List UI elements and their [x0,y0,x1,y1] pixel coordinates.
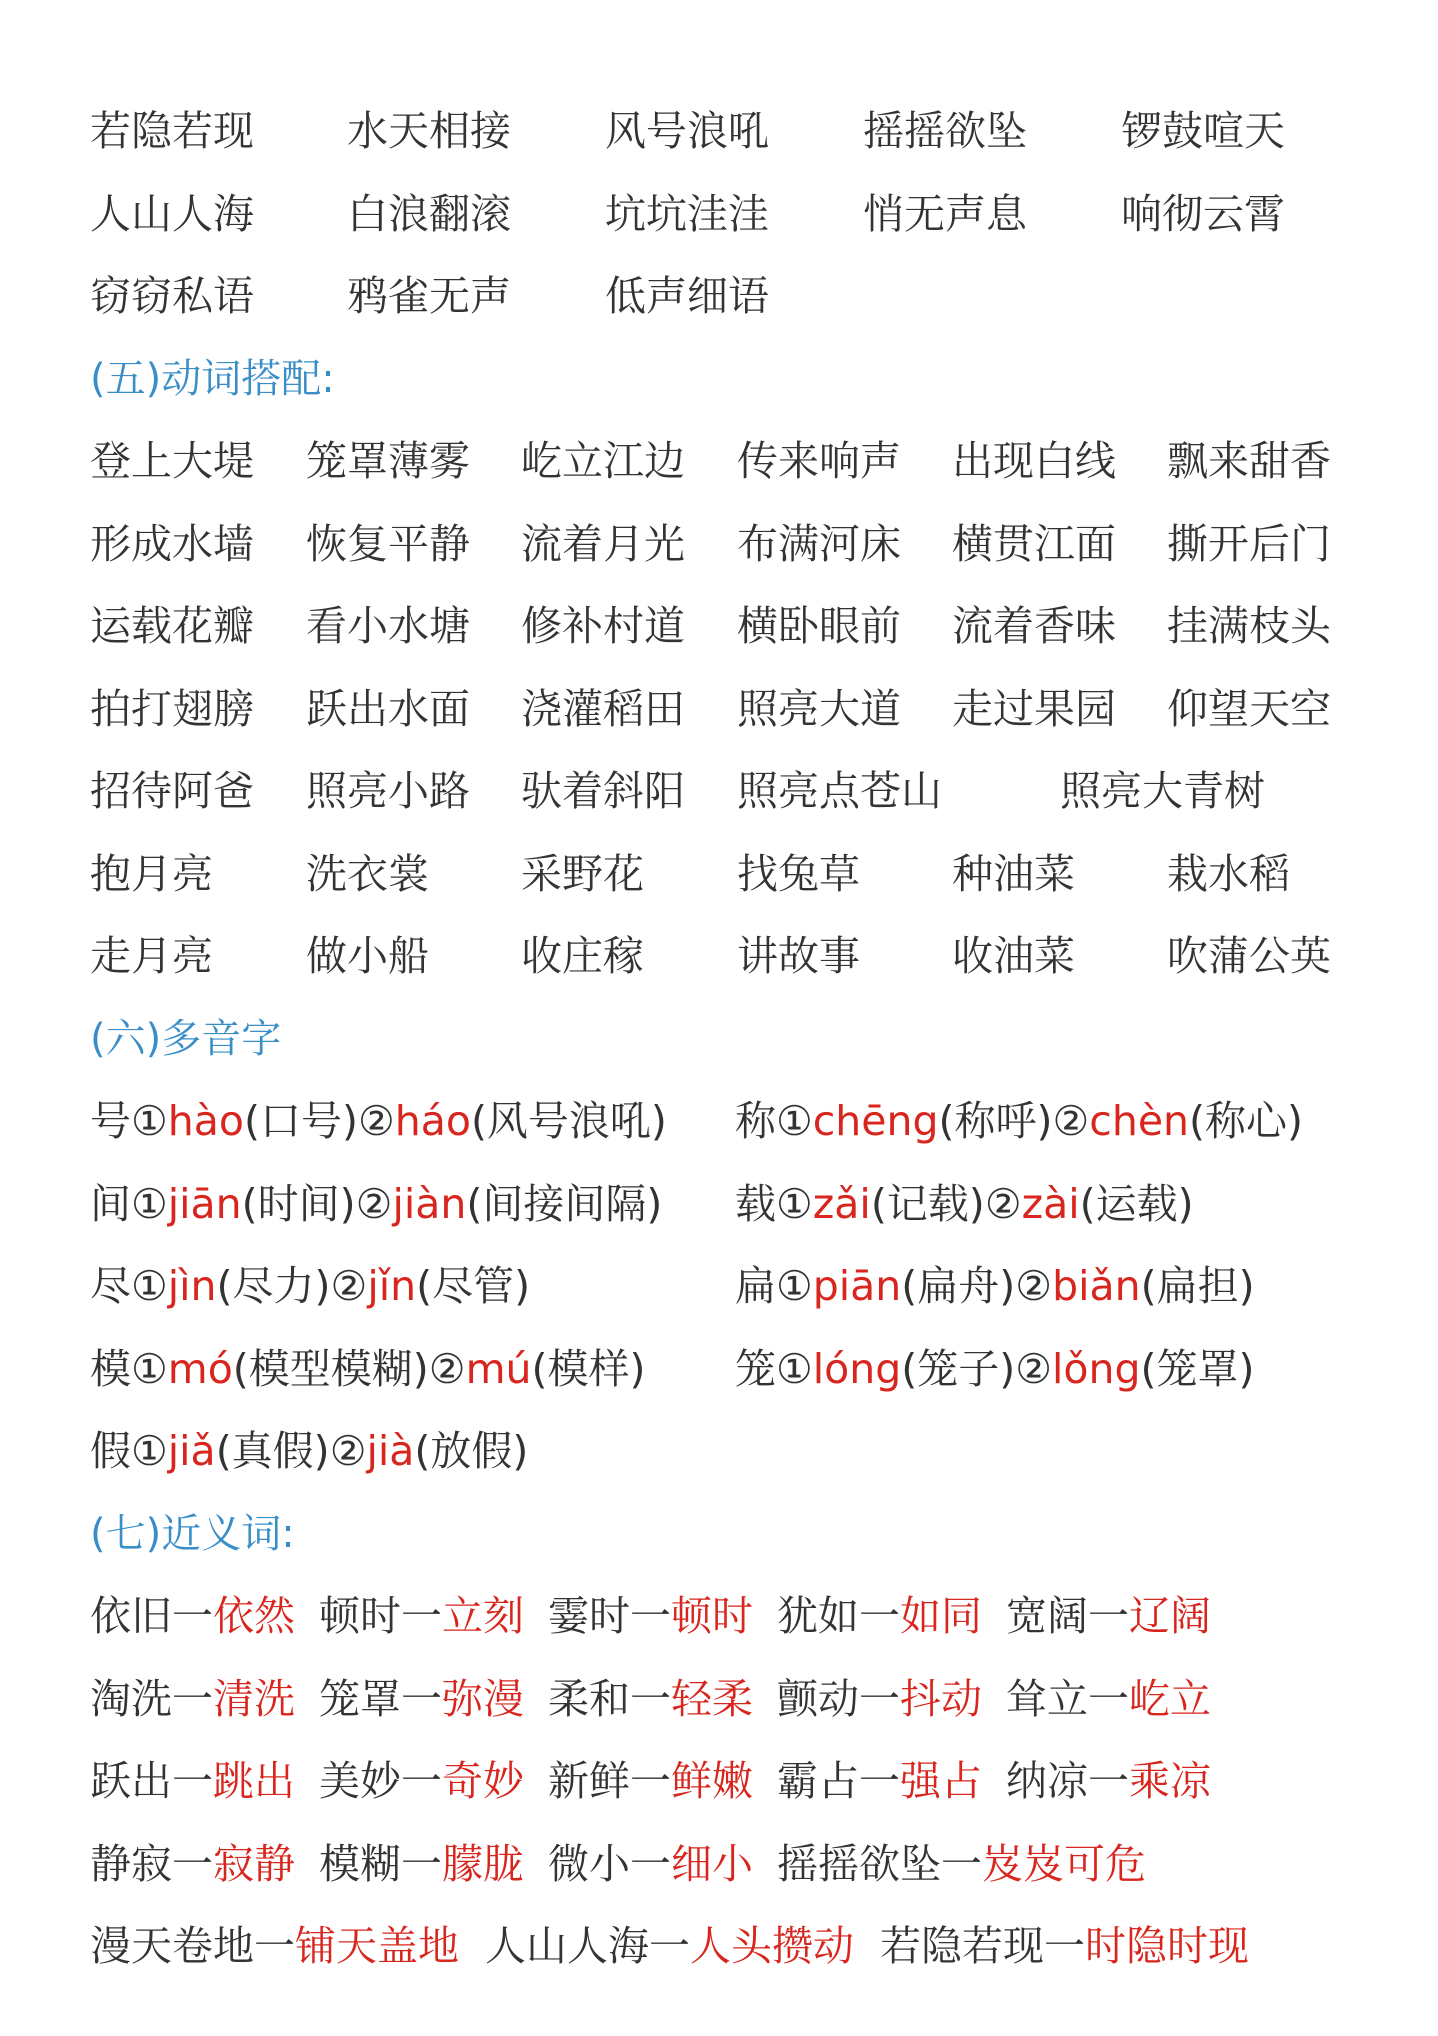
circled-number: ② [1052,1097,1090,1145]
example-word: (风号浪吼) [470,1097,667,1145]
pinyin: jìn [167,1262,217,1310]
idiom-word: 鸦雀无声 [347,272,511,320]
verb-phrase: 仰望天空 [1167,684,1331,733]
synonym-pair [319,1658,524,1741]
synonym-word: 漫天卷地 [90,1922,254,1970]
polyphone-entry [735,1080,1303,1163]
verb-phrase: 吹蒲公英 [1167,932,1331,980]
verb-phrase: 驮着斜阳 [521,767,685,815]
example-word: (扁担) [1140,1262,1255,1310]
idiom-word: 人山人海 [90,189,254,238]
circled-number: ② [355,1179,393,1228]
synonym-pair [90,1823,295,1906]
synonym-pair [548,1740,753,1823]
polyphone-char: 扁 [735,1262,776,1310]
idiom-word: 窃窃私语 [90,272,254,320]
synonym-answer: 清洗 [213,1674,295,1723]
pinyin: jiǎ [167,1427,216,1475]
example-word: (模样) [531,1344,646,1393]
synonym-answer: 辽阔 [1129,1592,1211,1640]
circled-number: ② [357,1097,395,1145]
polyphone-row [90,1410,1400,1493]
synonym-word: 新鲜 [548,1757,630,1805]
idiom-word: 低声细语 [605,272,769,320]
synonym-word: 颤动 [777,1674,859,1723]
pinyin: chēng [812,1097,939,1145]
pinyin: háo [394,1097,471,1145]
synonym-pair [485,1905,854,1988]
verb-phrase: 修补村道 [521,602,685,650]
verb-phrase: 流着香味 [952,602,1116,650]
example-word: (尽管) [416,1262,531,1310]
synonym-pair [777,1823,1146,1906]
synonym-pair [90,1905,459,1988]
verb-row [90,833,1400,916]
verb-phrase: 照亮小路 [306,767,470,815]
synonym-pair [90,1658,295,1741]
polyphone-entry [735,1163,1194,1246]
synonym-dash: 一 [172,1674,213,1723]
verb-phrase: 照亮大青树 [1060,767,1265,815]
verb-phrase: 种油菜 [952,849,1075,898]
synonym-dash: 一 [1088,1757,1129,1805]
synonym-pair [90,1740,295,1823]
example-word: (间接间隔) [466,1179,663,1228]
synonym-answer: 依然 [213,1592,295,1640]
verb-phrase: 运载花瓣 [90,602,254,650]
idiom-row [90,90,1400,173]
synonym-dash: 一 [649,1922,690,1970]
example-word: (口号) [243,1097,358,1145]
idiom-word: 水天相接 [347,107,511,155]
circled-number: ② [1015,1344,1053,1393]
synonym-word: 笼罩 [319,1674,401,1723]
verb-phrase: 横贯江面 [952,519,1116,568]
example-word: (放假) [414,1427,529,1475]
synonym-dash: 一 [630,1674,671,1723]
verb-row [90,585,1400,668]
example-word: (笼罩) [1140,1344,1255,1393]
polyphone-entry [90,1163,662,1246]
synonym-answer: 跳出 [213,1757,295,1805]
synonym-pair [777,1575,982,1658]
polyphone-row [90,1080,1400,1163]
polyphone-row [90,1245,1400,1328]
pinyin: hào [167,1097,244,1145]
circled-number: ② [330,1262,368,1310]
synonym-word: 模糊 [319,1839,401,1888]
verb-phrase: 跃出水面 [306,684,470,733]
idiom-word: 风号浪吼 [605,107,769,155]
synonym-word: 霎时 [548,1592,630,1640]
synonym-answer: 铺天盖地 [295,1922,459,1970]
synonym-pair [777,1740,982,1823]
synonym-word: 人山人海 [485,1922,649,1970]
verb-row [90,503,1400,586]
synonym-word: 跃出 [90,1757,172,1805]
verb-phrase: 飘来甜香 [1167,437,1331,485]
synonym-answer: 如同 [900,1592,982,1640]
verb-phrase: 找兔草 [737,849,860,898]
pinyin: piān [812,1262,902,1310]
verb-phrase: 笼罩薄雾 [306,437,470,485]
verb-phrase: 屹立江边 [521,437,685,485]
circled-number: ① [131,1097,168,1145]
verb-row [90,420,1400,503]
idiom-word: 悄无声息 [863,189,1027,238]
polyphone-char: 模 [90,1344,131,1393]
idiom-word: 摇摇欲坠 [863,107,1027,155]
verb-phrase: 招待阿爸 [90,767,254,815]
synonym-pair [880,1905,1249,1988]
verb-phrase: 收庄稼 [521,932,644,980]
synonym-dash: 一 [1088,1674,1129,1723]
idiom-word: 锣鼓喧天 [1121,107,1285,155]
verb-phrase: 照亮点苍山 [737,767,942,815]
synonym-dash: 一 [859,1674,900,1723]
synonym-row [90,1575,1400,1658]
synonym-dash: 一 [630,1757,671,1805]
circled-number: ① [776,1344,813,1393]
idiom-row [90,173,1400,256]
synonym-pair [319,1823,524,1906]
idiom-word: 若隐若现 [90,107,254,155]
pinyin: mó [167,1344,233,1393]
synonym-pair [1006,1740,1211,1823]
synonym-pair [548,1658,753,1741]
pinyin: zǎi [812,1179,871,1228]
synonym-row [90,1905,1400,1988]
synonym-word: 耸立 [1006,1674,1088,1723]
circled-number: ① [776,1179,813,1228]
synonym-pair [548,1575,753,1658]
verb-phrase: 浇灌稻田 [521,684,685,733]
verb-phrase: 看小水塘 [306,602,470,650]
polyphone-entry [90,1245,530,1328]
synonym-answer: 乘凉 [1129,1757,1211,1805]
verb-phrase: 讲故事 [737,932,860,980]
verb-row [90,668,1400,751]
verb-phrase: 撕开后门 [1167,519,1331,568]
verb-phrase: 洗衣裳 [306,849,429,898]
pinyin: mú [465,1344,532,1393]
section-heading-verbs: (五)动词搭配: [90,355,335,402]
pinyin: jiān [167,1179,242,1228]
synonym-answer: 弥漫 [442,1674,524,1723]
synonym-dash: 一 [941,1839,982,1888]
synonym-dash: 一 [630,1839,671,1888]
synonym-dash: 一 [401,1674,442,1723]
example-word: (时间) [241,1179,356,1228]
polyphone-char: 称 [735,1097,776,1145]
verb-phrase: 走月亮 [90,932,213,980]
idiom-word: 响彻云霄 [1121,189,1285,238]
synonym-answer: 朦胧 [442,1839,524,1888]
synonym-word: 纳凉 [1006,1757,1088,1805]
example-word: (尽力) [216,1262,331,1310]
verb-phrase: 采野花 [521,849,644,898]
section-heading-polyphones: (六)多音字 [90,1015,282,1062]
verb-phrase: 抱月亮 [90,849,213,898]
verb-phrase: 走过果园 [952,684,1116,733]
circled-number: ② [428,1344,466,1393]
synonym-pair [1006,1658,1211,1741]
pinyin: chèn [1089,1097,1190,1145]
verb-phrase: 做小船 [306,932,429,980]
synonym-dash: 一 [254,1922,295,1970]
circled-number: ① [131,1179,168,1228]
verb-row [90,915,1400,998]
worksheet-page [90,90,1400,1988]
circled-number: ② [1015,1262,1053,1310]
synonym-dash: 一 [859,1592,900,1640]
synonym-answer: 抖动 [900,1674,982,1723]
synonym-answer: 奇妙 [442,1757,524,1805]
synonym-pair [319,1740,524,1823]
synonym-row [90,1823,1400,1906]
synonym-dash: 一 [630,1592,671,1640]
idiom-word: 白浪翻滚 [347,189,511,238]
synonym-pair [548,1823,753,1906]
synonym-answer: 细小 [671,1839,753,1888]
verb-phrase: 登上大堤 [90,437,254,485]
synonym-word: 淘洗 [90,1674,172,1723]
polyphone-char: 间 [90,1179,131,1228]
pinyin: biǎn [1052,1262,1141,1310]
synonym-answer: 立刻 [442,1592,524,1640]
polyphone-row [90,1328,1400,1411]
synonym-dash: 一 [859,1757,900,1805]
example-word: (模型模糊) [232,1344,429,1393]
pinyin: jǐn [367,1262,417,1310]
circled-number: ① [776,1262,813,1310]
example-word: (笼子) [901,1344,1016,1393]
synonym-word: 若隐若现 [880,1922,1044,1970]
example-word: (称呼) [938,1097,1053,1145]
synonym-word: 柔和 [548,1674,630,1723]
example-word: (记载) [870,1179,985,1228]
synonym-answer: 岌岌可危 [982,1839,1146,1888]
pinyin: jià [366,1427,415,1475]
synonym-word: 静寂 [90,1839,172,1888]
verb-phrase: 布满河床 [737,519,901,568]
verb-phrase: 横卧眼前 [737,602,901,650]
synonym-word: 霸占 [777,1757,859,1805]
verb-phrase: 恢复平静 [306,519,470,568]
example-word: (真假) [215,1427,330,1475]
synonym-pair [90,1575,295,1658]
example-word: (运载) [1079,1179,1194,1228]
synonym-word: 摇摇欲坠 [777,1839,941,1888]
synonym-answer: 顿时 [671,1592,753,1640]
polyphone-char: 载 [735,1179,776,1228]
verb-row [90,750,1400,833]
circled-number: ② [329,1427,367,1475]
synonym-word: 宽阔 [1006,1592,1088,1640]
synonym-pair [777,1658,982,1741]
circled-number: ① [131,1344,168,1393]
verb-phrase: 挂满枝头 [1167,602,1331,650]
verb-phrase: 出现白线 [952,437,1116,485]
synonym-word: 微小 [548,1839,630,1888]
polyphone-char: 尽 [90,1262,131,1310]
synonym-word: 犹如 [777,1592,859,1640]
polyphone-entry [735,1245,1255,1328]
synonym-dash: 一 [401,1839,442,1888]
synonym-answer: 屹立 [1129,1674,1211,1723]
synonym-answer: 强占 [900,1757,982,1805]
synonym-row [90,1658,1400,1741]
polyphone-char: 号 [90,1097,131,1145]
synonym-dash: 一 [172,1757,213,1805]
idiom-word: 坑坑洼洼 [605,189,769,238]
polyphone-entry [90,1328,646,1411]
synonym-answer: 人头攒动 [690,1922,854,1970]
synonym-answer: 轻柔 [671,1674,753,1723]
synonym-dash: 一 [172,1592,213,1640]
synonym-dash: 一 [401,1757,442,1805]
verb-phrase: 拍打翅膀 [90,684,254,733]
synonym-pair [319,1575,524,1658]
verb-phrase: 收油菜 [952,932,1075,980]
synonym-dash: 一 [1088,1592,1129,1640]
synonym-answer: 寂静 [213,1839,295,1888]
idiom-row [90,255,1400,338]
verb-phrase: 传来响声 [737,437,901,485]
circled-number: ① [131,1262,168,1310]
synonym-word: 美妙 [319,1757,401,1805]
example-word: (扁舟) [901,1262,1016,1310]
synonym-word: 依旧 [90,1592,172,1640]
circled-number: ① [131,1427,168,1475]
example-word: (称心) [1189,1097,1304,1145]
pinyin: jiàn [392,1179,467,1228]
pinyin: lǒng [1052,1344,1141,1393]
synonym-answer: 时隐时现 [1085,1922,1249,1970]
verb-phrase: 栽水稻 [1167,849,1290,898]
polyphone-char: 假 [90,1427,131,1475]
synonym-row [90,1740,1400,1823]
verb-phrase: 照亮大道 [737,684,901,733]
verb-phrase: 流着月光 [521,519,685,568]
pinyin: zài [1021,1179,1080,1228]
polyphone-char: 笼 [735,1344,776,1393]
polyphone-entry [735,1328,1255,1411]
pinyin: lóng [812,1344,902,1393]
circled-number: ① [776,1097,813,1145]
synonym-answer: 鲜嫩 [671,1757,753,1805]
synonym-pair [1006,1575,1211,1658]
synonym-word: 顿时 [319,1592,401,1640]
section-heading-synonyms: (七)近义词: [90,1510,295,1557]
synonym-dash: 一 [401,1592,442,1640]
circled-number: ② [984,1179,1022,1228]
verb-phrase: 形成水墙 [90,519,254,568]
synonym-dash: 一 [1044,1922,1085,1970]
polyphone-entry [90,1410,528,1493]
polyphone-entry [90,1080,667,1163]
polyphone-row [90,1163,1400,1246]
synonym-dash: 一 [172,1839,213,1888]
